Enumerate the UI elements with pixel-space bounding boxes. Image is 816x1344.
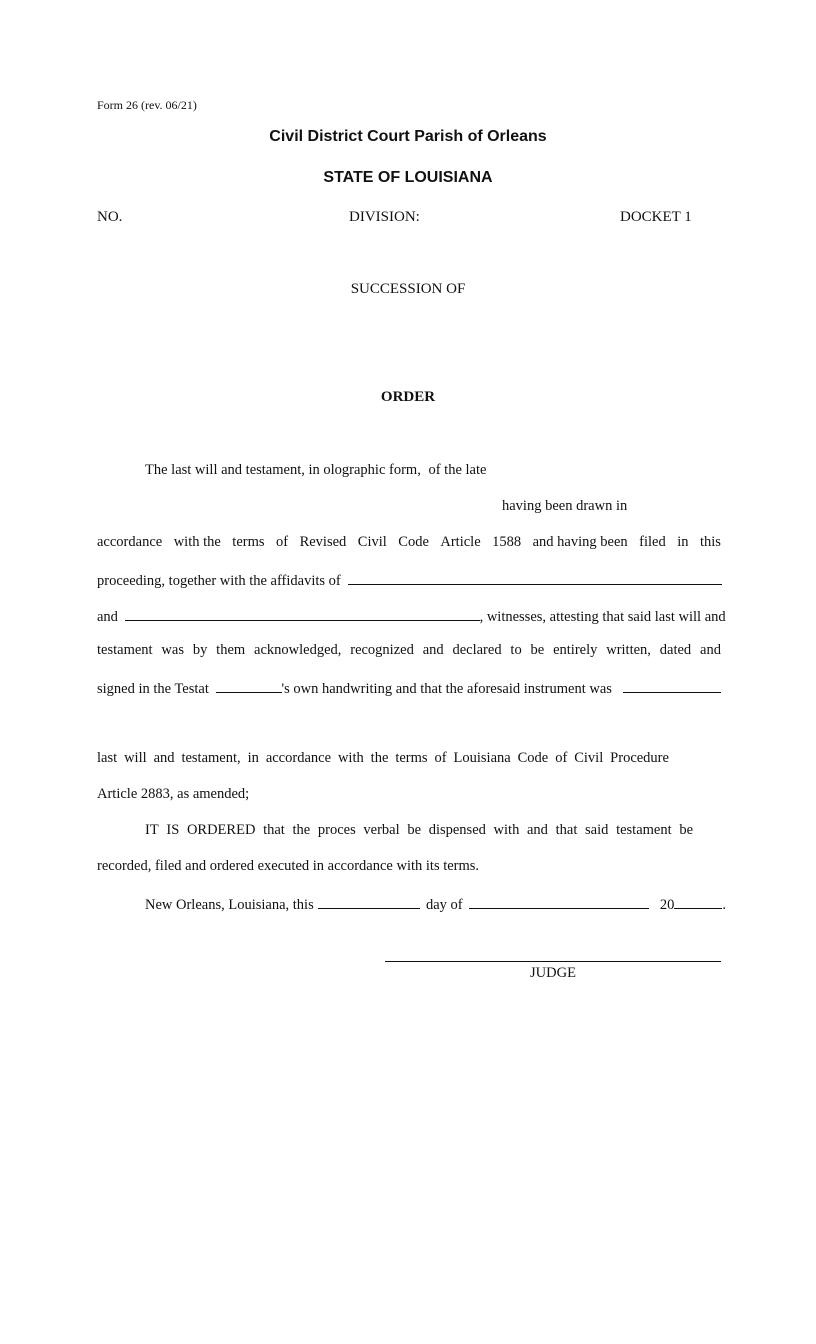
docket-label: DOCKET 1 [620,209,692,225]
date-prefix: New Orleans, Louisiana, this [145,897,314,913]
body-line-10 [145,822,693,839]
body-line-7 [97,678,721,698]
body-word: was [161,642,184,658]
body-word: proces [317,822,356,838]
year-prefix: 20 [659,897,675,913]
body-word: and [422,642,444,658]
body-word: that [555,822,578,838]
body-word: Code [517,750,549,766]
second-witness-field[interactable] [125,606,480,621]
body-text: 's own handwriting and that the aforesaid instrument was [281,681,612,697]
day-field[interactable] [318,894,420,909]
date-line [145,894,726,914]
body-word: of [434,750,447,766]
body-word: testament [616,822,672,838]
body-word: Revised [299,534,347,550]
body-word: Civil [574,750,604,766]
body-word: of [276,534,289,550]
body-word: verbal [363,822,400,838]
judge-signature-line[interactable] [385,961,721,962]
body-line-3 [97,534,721,551]
body-word: last [97,750,118,766]
body-word: testament, [181,750,241,766]
body-word: be [407,822,422,838]
body-word: terms [232,534,265,550]
body-word: with the [173,534,221,550]
body-word: 1588 [492,534,522,550]
page-title: ORDER [380,389,436,405]
body-word: accordance [97,534,163,550]
body-word: in [677,534,689,550]
body-line-2: having been drawn in [502,498,628,514]
body-word: said [585,822,609,838]
testator-suffix-field[interactable] [216,678,282,693]
body-word: ORDERED [186,822,256,838]
case-number-label: NO. [97,209,123,225]
instrument-status-field[interactable] [623,678,721,693]
body-line-11: recorded, filed and ordered executed in accordance with its terms. [97,858,480,874]
body-word: dispensed [428,822,486,838]
body-word: Code [398,534,429,550]
body-line-1 [145,462,486,479]
body-line-9: Article 2883, as amended; [97,786,250,802]
body-word: will [124,750,147,766]
body-word: dated [659,642,692,658]
court-name: Civil District Court Parish of Orleans [269,128,547,145]
body-word: Louisiana [453,750,511,766]
body-text: , witnesses, attesting that said last will and [479,609,726,625]
body-word: declared [452,642,502,658]
body-word: recognized [350,642,414,658]
body-word: filed [639,534,666,550]
state-title: STATE OF LOUISIANA [323,169,493,186]
body-word: them [216,642,246,658]
body-text: and [97,609,118,625]
body-word: that [263,822,285,838]
body-text: signed in the Testat [97,681,209,697]
body-word: testament [97,642,153,658]
body-word: in [247,750,259,766]
body-word: Article [440,534,481,550]
body-word: and [153,750,175,766]
month-field[interactable] [469,894,649,909]
body-word: the [292,822,311,838]
body-word: the [370,750,389,766]
body-text: proceeding, together with the affidavits of [97,573,341,589]
body-line-8 [97,750,669,767]
body-word: be [530,642,545,658]
year-field[interactable] [674,894,722,909]
form-id: Form 26 (rev. 06/21) [97,98,197,112]
body-word: and having been [532,534,628,550]
body-text: of the late [428,462,487,478]
body-word: be [679,822,693,838]
body-word: acknowledged, [254,642,342,658]
body-word: and [700,642,721,658]
body-word: entirely [553,642,598,658]
body-word: and [527,822,548,838]
body-word: to [510,642,522,658]
date-end: . [722,897,726,913]
body-word: IS [166,822,180,838]
day-of-label: day of [425,897,463,913]
body-line-6 [97,642,721,659]
body-word: Civil [357,534,387,550]
judge-label: JUDGE [530,965,576,981]
body-word: with [493,822,520,838]
body-word: IT [145,822,159,838]
division-label: DIVISION: [349,209,420,225]
body-word: this [699,534,721,550]
succession-label: SUCCESSION OF [350,281,466,297]
body-word: by [192,642,208,658]
body-word: terms [395,750,428,766]
body-line-4 [97,570,722,590]
body-word: written, [606,642,651,658]
affiant-name-field[interactable] [348,570,722,585]
body-word: with [337,750,364,766]
body-word: accordance [265,750,332,766]
body-text: The last will and testament, in olographic form, [145,462,421,478]
body-line-5 [97,606,726,626]
body-word: of [555,750,568,766]
body-word: Procedure [610,750,669,766]
